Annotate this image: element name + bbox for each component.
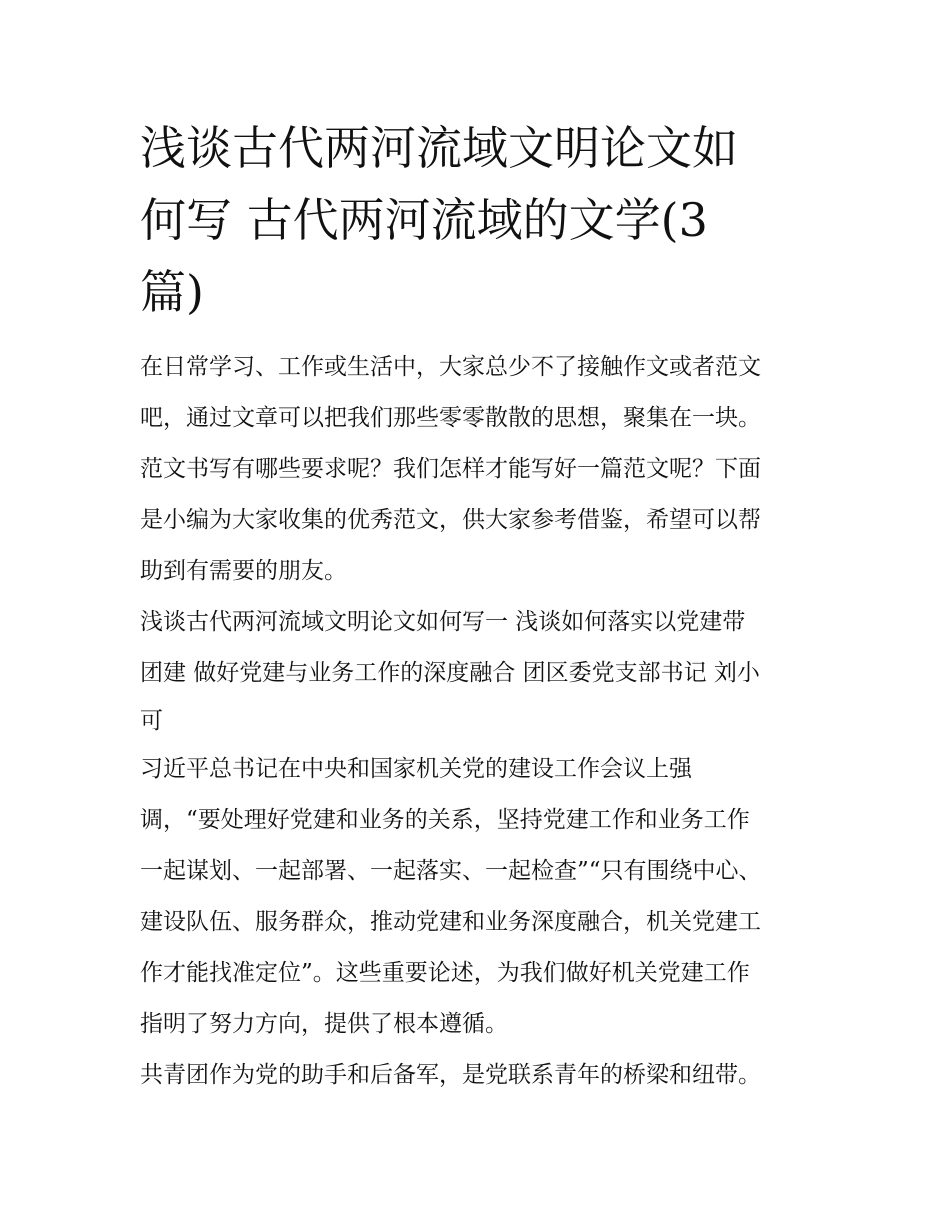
document-page: [140, 112, 820, 1101]
paragraph-line: 是小编为大家收集的优秀范文，供大家参考借鉴，希望可以帮: [140, 507, 761, 533]
paragraph-line: 调，“要处理好党建和业务的关系，坚持党建工作和业务工作: [140, 807, 750, 833]
paragraph-line: 团建 做好党建与业务工作的深度融合 团区委党支部书记 刘小: [140, 660, 760, 686]
intro-paragraph: [140, 342, 820, 597]
paragraph-line: 助到有需要的朋友。: [140, 558, 347, 584]
paragraph-line: 一起谋划、一起部署、一起落实、一起检查”“只有围绕中心、: [140, 858, 762, 884]
body-paragraph: [140, 744, 820, 1050]
title-line: 篇): [140, 265, 204, 319]
paragraph-line: 作才能找准定位”。这些重要论述，为我们做好机关党建工作: [140, 960, 750, 986]
paragraph-line: 范文书写有哪些要求呢？我们怎样才能写好一篇范文呢？下面: [140, 456, 761, 482]
document-title: [140, 112, 820, 328]
paragraph-line: 指明了努力方向，提供了根本遵循。: [140, 1011, 508, 1037]
closing-paragraph: [140, 1050, 820, 1101]
paragraph-line: 可: [140, 708, 163, 734]
paragraph-line: 共青团作为党的助手和后备军，是党联系青年的桥梁和纽带。: [140, 1062, 761, 1088]
paragraph-line: 在日常学习、工作或生活中，大家总少不了接触作文或者范文: [140, 354, 761, 380]
title-line: 何写 古代两河流域的文学(3: [140, 193, 708, 247]
paragraph-line: 浅谈古代两河流域文明论文如何写一 浅谈如何落实以党建带: [140, 609, 746, 635]
title-line: 浅谈古代两河流域文明论文如: [140, 121, 738, 175]
paragraph-line: 建设队伍、服务群众，推动党建和业务深度融合，机关党建工: [140, 909, 761, 935]
paragraph-line: 吧，通过文章可以把我们那些零零散散的思想，聚集在一块。: [140, 405, 761, 431]
paragraph-line: 习近平总书记在中央和国家机关党的建设工作会议上强: [140, 756, 692, 782]
section-heading-paragraph: [140, 597, 820, 744]
